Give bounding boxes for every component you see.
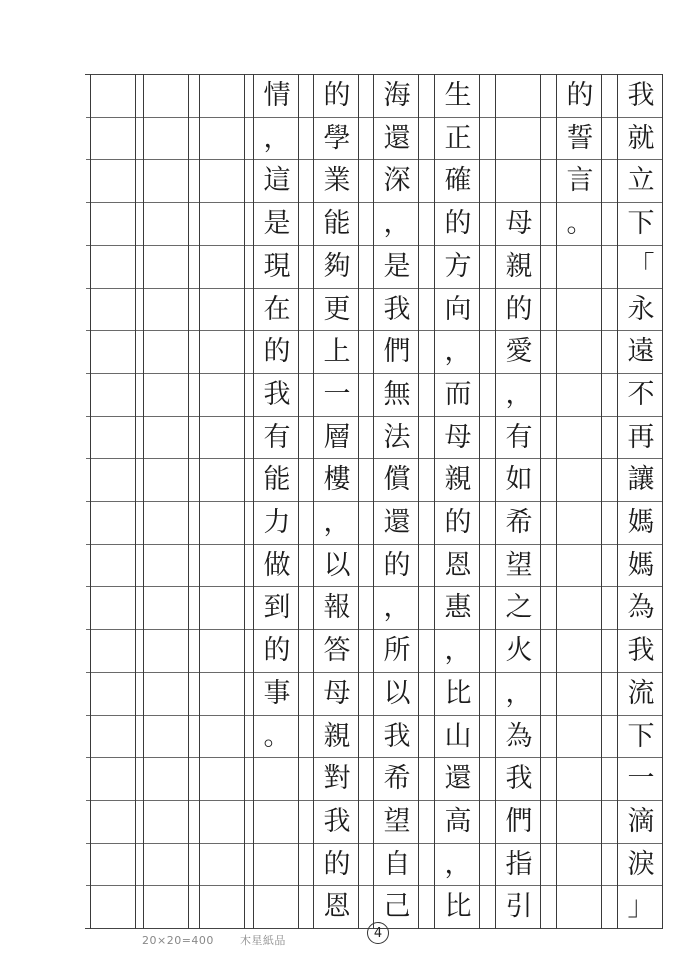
grid-cell: 的 bbox=[383, 549, 411, 581]
grid-cell: 更 bbox=[323, 293, 351, 325]
grid-cell: 言 bbox=[566, 165, 594, 197]
text-column bbox=[199, 74, 245, 929]
grid-cell bbox=[91, 843, 137, 885]
grid-cell bbox=[91, 416, 137, 458]
grid-cell: ， bbox=[323, 507, 351, 538]
grid-cell bbox=[91, 800, 137, 842]
grid-cell bbox=[200, 672, 246, 714]
grid-cell bbox=[254, 800, 300, 842]
grid-cell: 遠 bbox=[627, 336, 655, 368]
grid-cell: 以 bbox=[323, 549, 351, 581]
grid-cell bbox=[200, 331, 246, 373]
grid-cell bbox=[557, 331, 603, 373]
grid-cell bbox=[557, 459, 603, 501]
grid-cell: 比 bbox=[444, 677, 472, 709]
grid-cell: 下 bbox=[627, 720, 655, 752]
grid-cell: 正 bbox=[444, 122, 472, 154]
grid-cell: 是 bbox=[383, 250, 411, 282]
grid-cell: 的 bbox=[444, 507, 472, 538]
grid-cell: 我 bbox=[263, 378, 291, 410]
grid-cell bbox=[496, 160, 542, 202]
grid-cell bbox=[200, 544, 246, 586]
grid-cell: 為 bbox=[627, 592, 655, 624]
grid-cell: 這 bbox=[263, 165, 291, 197]
grid-cell bbox=[91, 630, 137, 672]
grid-cell: ， bbox=[383, 592, 411, 624]
grid-cell: 的 bbox=[323, 80, 351, 111]
grid-cell bbox=[557, 587, 603, 629]
grid-cell bbox=[144, 544, 190, 586]
grid-cell: 業 bbox=[323, 165, 351, 197]
grid-cell bbox=[200, 630, 246, 672]
grid-cell bbox=[557, 630, 603, 672]
grid-cell: 法 bbox=[383, 421, 411, 453]
grid-cell bbox=[557, 373, 603, 415]
grid-cell bbox=[557, 843, 603, 885]
grid-cell: 我 bbox=[383, 720, 411, 752]
grid-cell: 的 bbox=[263, 336, 291, 368]
grid-cell bbox=[254, 843, 300, 885]
grid-cell bbox=[144, 630, 190, 672]
grid-cell: 高 bbox=[444, 805, 472, 837]
grid-cell: ， bbox=[505, 378, 533, 410]
grid-cell: 一 bbox=[627, 763, 655, 795]
grid-cell: 還 bbox=[383, 507, 411, 538]
grid-cell: 海 bbox=[383, 80, 411, 111]
grid-cell: 力 bbox=[263, 507, 291, 538]
grid-cell: 山 bbox=[444, 720, 472, 752]
grid-cell: 母 bbox=[323, 677, 351, 709]
grid-cell: 自 bbox=[383, 848, 411, 880]
grid-cell bbox=[144, 672, 190, 714]
grid-cell: 下 bbox=[627, 208, 655, 240]
grid-cell bbox=[91, 203, 137, 245]
grid-cell bbox=[496, 75, 542, 117]
grid-cell: 親 bbox=[505, 250, 533, 282]
grid-cell: 以 bbox=[383, 677, 411, 709]
grid-cell: 比 bbox=[444, 891, 472, 923]
grid-cell: 望 bbox=[505, 549, 533, 581]
grid-cell: 我 bbox=[323, 805, 351, 837]
grid-cell bbox=[200, 288, 246, 330]
grid-cell: 是 bbox=[263, 208, 291, 240]
grid-cell: 樓 bbox=[323, 464, 351, 496]
grid-cell bbox=[144, 203, 190, 245]
grid-cell bbox=[144, 288, 190, 330]
grid-cell: 對 bbox=[323, 763, 351, 795]
grid-cell: 能 bbox=[263, 464, 291, 496]
text-column bbox=[495, 74, 541, 929]
grid-cell: 恩 bbox=[444, 549, 472, 581]
grid-cell bbox=[557, 502, 603, 544]
grid-cell: ， bbox=[505, 677, 533, 709]
grid-cell bbox=[200, 203, 246, 245]
grid-cell bbox=[254, 886, 300, 928]
grid-cell bbox=[200, 502, 246, 544]
grid-cell: ， bbox=[383, 208, 411, 240]
grid-cell: 立 bbox=[627, 165, 655, 197]
grid-cell: 報 bbox=[323, 592, 351, 624]
grid-cell: ， bbox=[444, 336, 472, 368]
grid-cell bbox=[200, 459, 246, 501]
grid-cell: 所 bbox=[383, 635, 411, 667]
grid-cell: 「 bbox=[627, 250, 655, 282]
grid-cell: 讓 bbox=[627, 464, 655, 496]
grid-cell: 的 bbox=[263, 635, 291, 667]
grid-cell bbox=[144, 715, 190, 757]
grid-cell: 確 bbox=[444, 165, 472, 197]
grid-cell bbox=[144, 886, 190, 928]
grid-cell: 償 bbox=[383, 464, 411, 496]
grid-cell: 方 bbox=[444, 250, 472, 282]
grid-cell: 能 bbox=[323, 208, 351, 240]
grid-cell: 學 bbox=[323, 122, 351, 154]
grid-cell: 無 bbox=[383, 378, 411, 410]
grid-cell bbox=[557, 672, 603, 714]
text-column bbox=[313, 74, 359, 929]
paper-spec: 20×20=400 bbox=[142, 934, 214, 947]
grid-cell bbox=[557, 886, 603, 928]
grid-cell bbox=[91, 373, 137, 415]
grid-cell: 我 bbox=[627, 80, 655, 111]
grid-cell: 誓 bbox=[566, 122, 594, 154]
grid-cell: 的 bbox=[566, 80, 594, 111]
grid-cell: 一 bbox=[323, 378, 351, 410]
grid-cell bbox=[144, 160, 190, 202]
grid-cell bbox=[200, 843, 246, 885]
grid-cell: 我 bbox=[383, 293, 411, 325]
grid-cell: 做 bbox=[263, 549, 291, 581]
grid-cell: 在 bbox=[263, 293, 291, 325]
grid-cell: 媽 bbox=[627, 507, 655, 538]
page-number-badge bbox=[367, 922, 389, 944]
grid-cell bbox=[144, 331, 190, 373]
grid-cell: 事 bbox=[263, 677, 291, 709]
grid-cell bbox=[200, 715, 246, 757]
grid-cell: ， bbox=[444, 635, 472, 667]
grid-cell bbox=[496, 117, 542, 159]
grid-cell: ， bbox=[263, 122, 291, 154]
grid-cell: ， bbox=[444, 848, 472, 880]
grid-cell: 流 bbox=[627, 677, 655, 709]
grid-cell bbox=[91, 587, 137, 629]
grid-cell: 指 bbox=[505, 848, 533, 880]
grid-cell: 夠 bbox=[323, 250, 351, 282]
grid-cell bbox=[91, 459, 137, 501]
grid-cell: 望 bbox=[383, 805, 411, 837]
grid-cell: 還 bbox=[444, 763, 472, 795]
grid-cell: 之 bbox=[505, 592, 533, 624]
grid-cell bbox=[91, 331, 137, 373]
grid-cell: 到 bbox=[263, 592, 291, 624]
grid-cell: 們 bbox=[383, 336, 411, 368]
grid-cell: 為 bbox=[505, 720, 533, 752]
grid-cell bbox=[200, 758, 246, 800]
grid-cell bbox=[91, 245, 137, 287]
text-column bbox=[143, 74, 189, 929]
grid-cell bbox=[200, 800, 246, 842]
grid-cell bbox=[91, 117, 137, 159]
text-column bbox=[434, 74, 480, 929]
grid-cell: 深 bbox=[383, 165, 411, 197]
grid-cell bbox=[91, 715, 137, 757]
grid-cell: 愛 bbox=[505, 336, 533, 368]
grid-cell: 的 bbox=[505, 293, 533, 325]
grid-cell: 。 bbox=[263, 720, 291, 752]
grid-cell bbox=[91, 288, 137, 330]
grid-cell: 再 bbox=[627, 421, 655, 453]
text-column bbox=[617, 74, 663, 929]
grid-cell: 我 bbox=[505, 763, 533, 795]
grid-cell: 情 bbox=[263, 80, 291, 111]
grid-cell: 」 bbox=[627, 891, 655, 923]
text-column bbox=[556, 74, 602, 929]
grid-cell bbox=[557, 544, 603, 586]
grid-cell bbox=[200, 245, 246, 287]
page-number: 4 bbox=[373, 925, 383, 941]
grid-cell: 生 bbox=[444, 80, 472, 111]
grid-cell bbox=[200, 160, 246, 202]
grid-cell: 而 bbox=[444, 378, 472, 410]
grid-cell: 。 bbox=[566, 208, 594, 240]
grid-cell: 火 bbox=[505, 635, 533, 667]
grid-cell bbox=[91, 502, 137, 544]
grid-cell bbox=[91, 886, 137, 928]
grid-cell: 有 bbox=[505, 421, 533, 453]
grid-cell: 淚 bbox=[627, 848, 655, 880]
grid-cell: 希 bbox=[383, 763, 411, 795]
grid-cell bbox=[144, 502, 190, 544]
grid-cell: 親 bbox=[323, 720, 351, 752]
text-column bbox=[90, 74, 136, 929]
grid-cell bbox=[144, 416, 190, 458]
grid-cell: 層 bbox=[323, 421, 351, 453]
text-column bbox=[253, 74, 299, 929]
grid-cell: 向 bbox=[444, 293, 472, 325]
grid-cell: 我 bbox=[627, 635, 655, 667]
grid-cell bbox=[200, 886, 246, 928]
grid-cell: 如 bbox=[505, 464, 533, 496]
grid-cell bbox=[144, 245, 190, 287]
text-column bbox=[373, 74, 419, 929]
grid-cell bbox=[200, 75, 246, 117]
grid-cell bbox=[557, 758, 603, 800]
grid-cell bbox=[557, 715, 603, 757]
grid-cell bbox=[200, 117, 246, 159]
grid-cell: 還 bbox=[383, 122, 411, 154]
grid-cell bbox=[91, 160, 137, 202]
grid-cell bbox=[557, 288, 603, 330]
grid-cell bbox=[91, 672, 137, 714]
grid-cell: 滴 bbox=[627, 805, 655, 837]
grid-cell bbox=[200, 587, 246, 629]
grid-cell bbox=[91, 544, 137, 586]
grid-cell bbox=[144, 373, 190, 415]
grid-cell: 希 bbox=[505, 507, 533, 538]
grid-cell bbox=[254, 758, 300, 800]
grid-cell bbox=[557, 416, 603, 458]
grid-cell bbox=[144, 800, 190, 842]
grid-cell: 答 bbox=[323, 635, 351, 667]
grid-cell: 有 bbox=[263, 421, 291, 453]
grid-cell: 就 bbox=[627, 122, 655, 154]
grid-cell: 母 bbox=[444, 421, 472, 453]
paper-spec-label bbox=[142, 932, 286, 948]
grid-cell bbox=[144, 843, 190, 885]
grid-cell: 們 bbox=[505, 805, 533, 837]
grid-cell bbox=[557, 800, 603, 842]
grid-cell: 惠 bbox=[444, 592, 472, 624]
grid-cell bbox=[144, 587, 190, 629]
grid-cell bbox=[200, 416, 246, 458]
brand-label: 木星紙品 bbox=[239, 934, 286, 947]
grid-cell bbox=[557, 245, 603, 287]
grid-cell: 的 bbox=[444, 208, 472, 240]
grid-cell: 現 bbox=[263, 250, 291, 282]
grid-cell bbox=[144, 758, 190, 800]
grid-cell bbox=[91, 758, 137, 800]
grid-cell: 己 bbox=[383, 891, 411, 923]
grid-cell bbox=[144, 459, 190, 501]
grid-cell bbox=[144, 117, 190, 159]
grid-cell: 上 bbox=[323, 336, 351, 368]
grid-cell: 不 bbox=[627, 378, 655, 410]
grid-cell: 引 bbox=[505, 891, 533, 923]
grid-cell: 母 bbox=[505, 208, 533, 240]
grid-cell bbox=[200, 373, 246, 415]
grid-cell: 恩 bbox=[323, 891, 351, 923]
grid-cell bbox=[91, 75, 137, 117]
grid-cell: 親 bbox=[444, 464, 472, 496]
grid-cell: 的 bbox=[323, 848, 351, 880]
grid-cell: 永 bbox=[627, 293, 655, 325]
grid-cell bbox=[144, 75, 190, 117]
grid-cell: 媽 bbox=[627, 549, 655, 581]
